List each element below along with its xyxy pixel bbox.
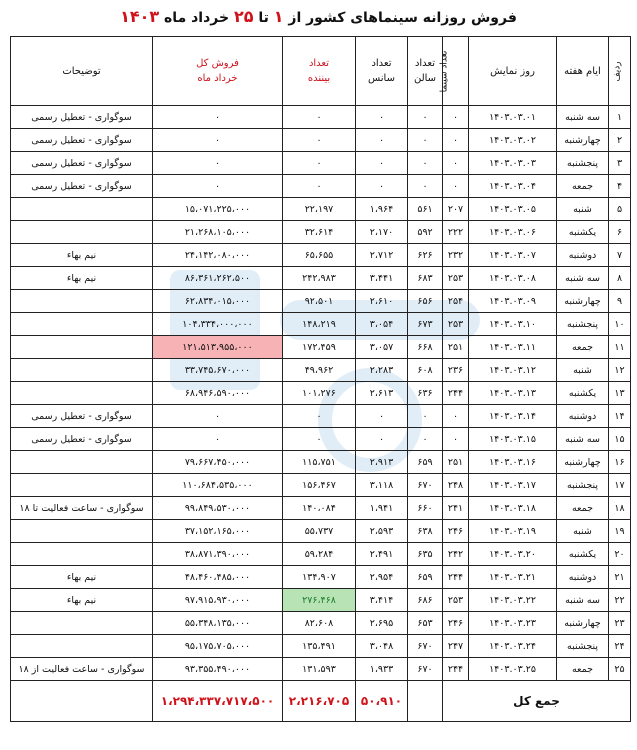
row-number-cell: ۴ bbox=[609, 175, 631, 198]
table-row bbox=[11, 428, 631, 451]
table-row bbox=[11, 244, 631, 267]
viewers-cell: ۱۳۵،۴۹۱ bbox=[283, 635, 356, 658]
table-body bbox=[11, 106, 631, 681]
title-prefix: فروش روزانه سینماهای کشور از bbox=[288, 10, 517, 26]
table-row bbox=[11, 267, 631, 290]
title-end-day: ۲۵ bbox=[233, 7, 254, 26]
date-cell: ۱۴۰۳.۰۳.۱۷ bbox=[469, 474, 557, 497]
halls-cell: ۰ bbox=[408, 175, 443, 198]
note-cell bbox=[11, 451, 153, 474]
date-cell: ۱۴۰۳.۰۳.۲۱ bbox=[469, 566, 557, 589]
date-cell: ۱۴۰۳.۰۳.۲۵ bbox=[469, 658, 557, 681]
sales-cell: ۹۵،۱۷۵،۷۰۵،۰۰۰ bbox=[153, 635, 283, 658]
sales-cell: ۰ bbox=[153, 106, 283, 129]
sales-cell: ۰ bbox=[153, 428, 283, 451]
page-title bbox=[0, 0, 637, 34]
note-cell: نیم بهاء bbox=[11, 566, 153, 589]
halls-cell: ۶۵۹ bbox=[408, 451, 443, 474]
viewers-cell: ۲۴۲،۹۸۳ bbox=[283, 267, 356, 290]
date-cell: ۱۴۰۳.۰۳.۱۹ bbox=[469, 520, 557, 543]
shows-cell: ۰ bbox=[356, 106, 408, 129]
date-cell: ۱۴۰۳.۰۳.۰۱ bbox=[469, 106, 557, 129]
halls-cell: ۰ bbox=[408, 152, 443, 175]
weekday-cell: پنجشنبه bbox=[557, 474, 609, 497]
shows-cell: ۲،۷۱۲ bbox=[356, 244, 408, 267]
viewers-cell: ۲۷۶،۴۶۸ bbox=[283, 589, 356, 612]
date-cell: ۱۴۰۳.۰۳.۰۴ bbox=[469, 175, 557, 198]
row-number-cell: ۱۴ bbox=[609, 405, 631, 428]
halls-cell: ۶۸۳ bbox=[408, 267, 443, 290]
cinemas-cell: ۲۵۳ bbox=[443, 589, 469, 612]
sales-cell: ۱۰۴،۳۳۴،۰۰۰،۰۰۰ bbox=[153, 313, 283, 336]
cinemas-cell: ۲۴۴ bbox=[443, 658, 469, 681]
cinemas-cell: ۲۵۱ bbox=[443, 336, 469, 359]
table-row bbox=[11, 451, 631, 474]
title-to: تا bbox=[258, 10, 269, 26]
date-cell: ۱۴۰۳.۰۳.۰۳ bbox=[469, 152, 557, 175]
row-number-cell: ۸ bbox=[609, 267, 631, 290]
row-number-cell: ۲۲ bbox=[609, 589, 631, 612]
shows-cell: ۰ bbox=[356, 428, 408, 451]
cinemas-cell: ۲۵۴ bbox=[443, 290, 469, 313]
table-header-row bbox=[11, 37, 631, 106]
weekday-cell: یکشنبه bbox=[557, 543, 609, 566]
viewers-cell: ۸۲،۶۰۸ bbox=[283, 612, 356, 635]
weekday-cell: جمعه bbox=[557, 175, 609, 198]
table-row bbox=[11, 198, 631, 221]
cinemas-cell: ۰ bbox=[443, 405, 469, 428]
viewers-cell: ۰ bbox=[283, 106, 356, 129]
shows-cell: ۱،۹۶۴ bbox=[356, 198, 408, 221]
cinemas-cell: ۰ bbox=[443, 106, 469, 129]
row-number-cell: ۱۵ bbox=[609, 428, 631, 451]
sales-cell: ۱۲۱،۵۱۳،۹۵۵،۰۰۰ bbox=[153, 336, 283, 359]
halls-cell: ۶۷۰ bbox=[408, 474, 443, 497]
row-number-cell: ۲۳ bbox=[609, 612, 631, 635]
date-cell: ۱۴۰۳.۰۳.۰۹ bbox=[469, 290, 557, 313]
halls-cell: ۶۷۰ bbox=[408, 635, 443, 658]
header-notes: توضیحات bbox=[11, 37, 153, 106]
table-row bbox=[11, 543, 631, 566]
date-cell: ۱۴۰۳.۰۳.۱۸ bbox=[469, 497, 557, 520]
halls-cell: ۰ bbox=[408, 428, 443, 451]
weekday-cell: دوشنبه bbox=[557, 405, 609, 428]
sales-cell: ۰ bbox=[153, 129, 283, 152]
weekday-cell: چهارشنبه bbox=[557, 451, 609, 474]
weekday-cell: جمعه bbox=[557, 658, 609, 681]
cinemas-cell: ۰ bbox=[443, 129, 469, 152]
viewers-cell: ۰ bbox=[283, 428, 356, 451]
note-cell: سوگواری - تعطیل رسمی bbox=[11, 405, 153, 428]
date-cell: ۱۴۰۳.۰۳.۰۲ bbox=[469, 129, 557, 152]
date-cell: ۱۴۰۳.۰۳.۱۴ bbox=[469, 405, 557, 428]
table-row bbox=[11, 382, 631, 405]
shows-cell: ۲،۹۵۴ bbox=[356, 566, 408, 589]
shows-cell: ۲،۶۱۰ bbox=[356, 290, 408, 313]
sales-cell: ۵۵،۳۴۸،۱۳۵،۰۰۰ bbox=[153, 612, 283, 635]
halls-cell: ۰ bbox=[408, 106, 443, 129]
shows-cell: ۳،۴۱۴ bbox=[356, 589, 408, 612]
table-row bbox=[11, 658, 631, 681]
shows-cell: ۱،۹۳۳ bbox=[356, 658, 408, 681]
halls-cell: ۵۶۱ bbox=[408, 198, 443, 221]
halls-cell: ۵۹۲ bbox=[408, 221, 443, 244]
halls-cell: ۶۶۸ bbox=[408, 336, 443, 359]
row-number-cell: ۲ bbox=[609, 129, 631, 152]
halls-cell: ۶۳۸ bbox=[408, 520, 443, 543]
cinemas-cell: ۲۴۸ bbox=[443, 474, 469, 497]
weekday-cell: چهارشنبه bbox=[557, 612, 609, 635]
total-sales: ۱،۲۹۴،۳۳۷،۷۱۷،۵۰۰ bbox=[153, 681, 283, 722]
shows-cell: ۲،۴۹۱ bbox=[356, 543, 408, 566]
row-number-cell: ۳ bbox=[609, 152, 631, 175]
row-number-cell: ۱۲ bbox=[609, 359, 631, 382]
row-number-cell: ۲۰ bbox=[609, 543, 631, 566]
note-cell: سوگواری - تعطیل رسمی bbox=[11, 152, 153, 175]
sales-cell: ۳۷،۱۵۲،۱۶۵،۰۰۰ bbox=[153, 520, 283, 543]
date-cell: ۱۴۰۳.۰۳.۱۰ bbox=[469, 313, 557, 336]
weekday-cell: دوشنبه bbox=[557, 566, 609, 589]
weekday-cell: چهارشنبه bbox=[557, 290, 609, 313]
weekday-cell: سه شنبه bbox=[557, 589, 609, 612]
title-year: ۱۴۰۳ bbox=[120, 7, 160, 26]
note-cell bbox=[11, 474, 153, 497]
sales-cell: ۶۸،۹۴۶،۵۹۰،۰۰۰ bbox=[153, 382, 283, 405]
viewers-cell: ۰ bbox=[283, 405, 356, 428]
total-label: جمع کل bbox=[443, 681, 631, 722]
table-row bbox=[11, 635, 631, 658]
table-row bbox=[11, 612, 631, 635]
sales-cell: ۸۶،۳۶۱،۲۶۲،۵۰۰ bbox=[153, 267, 283, 290]
row-number-cell: ۵ bbox=[609, 198, 631, 221]
title-month: خرداد ماه bbox=[164, 10, 230, 26]
note-cell bbox=[11, 635, 153, 658]
shows-cell: ۰ bbox=[356, 152, 408, 175]
halls-cell: ۰ bbox=[408, 405, 443, 428]
total-row bbox=[11, 681, 631, 722]
viewers-cell: ۱۴۰،۰۸۴ bbox=[283, 497, 356, 520]
viewers-cell: ۹۲،۵۰۱ bbox=[283, 290, 356, 313]
viewers-cell: ۳۲،۶۱۴ bbox=[283, 221, 356, 244]
viewers-cell: ۲۲،۱۹۷ bbox=[283, 198, 356, 221]
row-number-cell: ۷ bbox=[609, 244, 631, 267]
viewers-cell: ۱۷۲،۴۵۹ bbox=[283, 336, 356, 359]
weekday-cell: شنبه bbox=[557, 359, 609, 382]
shows-cell: ۲،۹۱۳ bbox=[356, 451, 408, 474]
halls-cell: ۶۵۶ bbox=[408, 290, 443, 313]
halls-cell: ۶۲۶ bbox=[408, 244, 443, 267]
note-cell bbox=[11, 359, 153, 382]
shows-cell: ۳،۰۴۸ bbox=[356, 635, 408, 658]
cinemas-cell: ۲۴۴ bbox=[443, 382, 469, 405]
viewers-cell: ۱۱۵،۷۵۱ bbox=[283, 451, 356, 474]
sales-cell: ۳۸،۸۷۱،۳۹۰،۰۰۰ bbox=[153, 543, 283, 566]
cinemas-cell: ۲۴۷ bbox=[443, 635, 469, 658]
halls-cell: ۶۷۳ bbox=[408, 313, 443, 336]
halls-cell: ۶۳۶ bbox=[408, 382, 443, 405]
note-cell: سوگواری - تعطیل رسمی bbox=[11, 129, 153, 152]
cinemas-cell: ۰ bbox=[443, 152, 469, 175]
halls-cell: ۰ bbox=[408, 129, 443, 152]
table-row bbox=[11, 106, 631, 129]
table-row bbox=[11, 359, 631, 382]
row-number-cell: ۹ bbox=[609, 290, 631, 313]
table-row bbox=[11, 474, 631, 497]
note-cell bbox=[11, 612, 153, 635]
row-number-cell: ۱ bbox=[609, 106, 631, 129]
shows-cell: ۳،۴۴۱ bbox=[356, 267, 408, 290]
cinemas-cell: ۲۳۶ bbox=[443, 359, 469, 382]
sales-cell: ۲۱،۲۶۸،۱۰۵،۰۰۰ bbox=[153, 221, 283, 244]
sales-cell: ۹۷،۹۱۵،۹۳۰،۰۰۰ bbox=[153, 589, 283, 612]
row-number-cell: ۱۱ bbox=[609, 336, 631, 359]
weekday-cell: جمعه bbox=[557, 336, 609, 359]
table-row bbox=[11, 313, 631, 336]
halls-cell: ۶۰۸ bbox=[408, 359, 443, 382]
sales-cell: ۰ bbox=[153, 405, 283, 428]
date-cell: ۱۴۰۳.۰۳.۱۵ bbox=[469, 428, 557, 451]
weekday-cell: چهارشنبه bbox=[557, 129, 609, 152]
note-cell bbox=[11, 221, 153, 244]
row-number-cell: ۱۶ bbox=[609, 451, 631, 474]
date-cell: ۱۴۰۳.۰۳.۰۶ bbox=[469, 221, 557, 244]
title-start-day: ۱ bbox=[273, 7, 284, 26]
table-row bbox=[11, 336, 631, 359]
row-number-cell: ۲۵ bbox=[609, 658, 631, 681]
row-number-cell: ۲۴ bbox=[609, 635, 631, 658]
weekday-cell: پنجشنبه bbox=[557, 313, 609, 336]
date-cell: ۱۴۰۳.۰۳.۰۷ bbox=[469, 244, 557, 267]
date-cell: ۱۴۰۳.۰۳.۲۳ bbox=[469, 612, 557, 635]
total-shows: ۵۰،۹۱۰ bbox=[356, 681, 408, 722]
table-row bbox=[11, 497, 631, 520]
header-weekday: ایام هفته bbox=[557, 37, 609, 106]
weekday-cell: یکشنبه bbox=[557, 221, 609, 244]
halls-cell: ۶۵۹ bbox=[408, 566, 443, 589]
note-cell: سوگواری - ساعت فعالیت از ۱۸ bbox=[11, 658, 153, 681]
cinemas-cell: ۲۴۶ bbox=[443, 612, 469, 635]
date-cell: ۱۴۰۳.۰۳.۰۵ bbox=[469, 198, 557, 221]
cinemas-cell: ۰ bbox=[443, 428, 469, 451]
shows-cell: ۲،۶۹۵ bbox=[356, 612, 408, 635]
shows-cell: ۲،۲۸۳ bbox=[356, 359, 408, 382]
halls-cell: ۶۸۶ bbox=[408, 589, 443, 612]
table-row bbox=[11, 566, 631, 589]
note-cell: سوگواری - تعطیل رسمی bbox=[11, 106, 153, 129]
sales-cell: ۲۴،۱۴۲،۰۸۰،۰۰۰ bbox=[153, 244, 283, 267]
date-cell: ۱۴۰۳.۰۳.۱۱ bbox=[469, 336, 557, 359]
sales-cell: ۹۹،۸۴۹،۵۳۰،۰۰۰ bbox=[153, 497, 283, 520]
row-number-cell: ۱۸ bbox=[609, 497, 631, 520]
header-date: روز نمایش bbox=[469, 37, 557, 106]
weekday-cell: سه شنبه bbox=[557, 106, 609, 129]
sales-cell: ۱۵،۰۷۱،۲۲۵،۰۰۰ bbox=[153, 198, 283, 221]
note-cell: نیم بهاء bbox=[11, 589, 153, 612]
table-row bbox=[11, 589, 631, 612]
viewers-cell: ۱۳۴،۹۰۷ bbox=[283, 566, 356, 589]
header-halls: تعداد سالن bbox=[408, 37, 443, 106]
table-row bbox=[11, 152, 631, 175]
shows-cell: ۰ bbox=[356, 405, 408, 428]
sales-cell: ۰ bbox=[153, 152, 283, 175]
date-cell: ۱۴۰۳.۰۳.۲۰ bbox=[469, 543, 557, 566]
weekday-cell: سه شنبه bbox=[557, 267, 609, 290]
total-viewers: ۲،۲۱۶،۷۰۵ bbox=[283, 681, 356, 722]
viewers-cell: ۱۴۸،۲۱۹ bbox=[283, 313, 356, 336]
halls-cell: ۶۶۰ bbox=[408, 497, 443, 520]
shows-cell: ۰ bbox=[356, 129, 408, 152]
viewers-cell: ۱۵۶،۴۶۷ bbox=[283, 474, 356, 497]
note-cell bbox=[11, 313, 153, 336]
viewers-cell: ۵۵،۷۳۷ bbox=[283, 520, 356, 543]
note-cell: نیم بهاء bbox=[11, 244, 153, 267]
cinemas-cell: ۲۴۲ bbox=[443, 543, 469, 566]
sales-cell: ۷۹،۶۶۷،۴۵۰،۰۰۰ bbox=[153, 451, 283, 474]
row-number-cell: ۱۳ bbox=[609, 382, 631, 405]
date-cell: ۱۴۰۳.۰۳.۱۶ bbox=[469, 451, 557, 474]
shows-cell: ۲،۱۷۰ bbox=[356, 221, 408, 244]
header-cinemas: تعداد سینما bbox=[443, 37, 469, 106]
note-cell bbox=[11, 290, 153, 313]
halls-cell: ۶۵۳ bbox=[408, 612, 443, 635]
weekday-cell: پنجشنبه bbox=[557, 635, 609, 658]
row-number-cell: ۱۷ bbox=[609, 474, 631, 497]
note-cell bbox=[11, 543, 153, 566]
viewers-cell: ۱۳۱،۵۹۳ bbox=[283, 658, 356, 681]
sales-table bbox=[10, 36, 631, 722]
weekday-cell: یکشنبه bbox=[557, 382, 609, 405]
table-row bbox=[11, 221, 631, 244]
note-cell bbox=[11, 336, 153, 359]
note-cell: نیم بهاء bbox=[11, 267, 153, 290]
cinemas-cell: ۲۵۳ bbox=[443, 313, 469, 336]
note-cell bbox=[11, 198, 153, 221]
date-cell: ۱۴۰۳.۰۳.۱۲ bbox=[469, 359, 557, 382]
shows-cell: ۳،۰۵۴ bbox=[356, 313, 408, 336]
row-number-cell: ۶ bbox=[609, 221, 631, 244]
viewers-cell: ۰ bbox=[283, 152, 356, 175]
weekday-cell: شنبه bbox=[557, 520, 609, 543]
viewers-cell: ۴۹،۹۶۲ bbox=[283, 359, 356, 382]
header-sales: فروش کل خرداد ماه bbox=[153, 37, 283, 106]
table-row bbox=[11, 175, 631, 198]
row-number-cell: ۱۰ bbox=[609, 313, 631, 336]
table-row bbox=[11, 405, 631, 428]
weekday-cell: سه شنبه bbox=[557, 428, 609, 451]
sales-cell: ۴۸،۴۶۰،۴۸۵،۰۰۰ bbox=[153, 566, 283, 589]
header-row-number: ردیف bbox=[609, 37, 631, 106]
date-cell: ۱۴۰۳.۰۳.۰۸ bbox=[469, 267, 557, 290]
cinemas-cell: ۲۴۶ bbox=[443, 520, 469, 543]
viewers-cell: ۵۹،۲۸۴ bbox=[283, 543, 356, 566]
sales-cell: ۶۲،۸۳۴،۰۱۵،۰۰۰ bbox=[153, 290, 283, 313]
cinemas-cell: ۲۵۱ bbox=[443, 451, 469, 474]
cinemas-cell: ۲۰۷ bbox=[443, 198, 469, 221]
shows-cell: ۲،۶۱۳ bbox=[356, 382, 408, 405]
viewers-cell: ۱۰۱،۲۷۶ bbox=[283, 382, 356, 405]
sales-cell: ۳۳،۷۴۵،۶۷۰،۰۰۰ bbox=[153, 359, 283, 382]
table-row bbox=[11, 520, 631, 543]
shows-cell: ۲،۵۹۳ bbox=[356, 520, 408, 543]
shows-cell: ۱،۹۴۱ bbox=[356, 497, 408, 520]
date-cell: ۱۴۰۳.۰۳.۲۴ bbox=[469, 635, 557, 658]
weekday-cell: پنجشنبه bbox=[557, 152, 609, 175]
date-cell: ۱۴۰۳.۰۳.۲۲ bbox=[469, 589, 557, 612]
date-cell: ۱۴۰۳.۰۳.۱۳ bbox=[469, 382, 557, 405]
sales-cell: ۹۳،۳۵۵،۴۹۰،۰۰۰ bbox=[153, 658, 283, 681]
viewers-cell: ۰ bbox=[283, 129, 356, 152]
note-cell bbox=[11, 382, 153, 405]
weekday-cell: دوشنبه bbox=[557, 244, 609, 267]
sales-cell: ۰ bbox=[153, 175, 283, 198]
shows-cell: ۰ bbox=[356, 175, 408, 198]
note-cell: سوگواری - تعطیل رسمی bbox=[11, 428, 153, 451]
row-number-cell: ۱۹ bbox=[609, 520, 631, 543]
sales-cell: ۱۱۰،۶۸۴،۵۳۵،۰۰۰ bbox=[153, 474, 283, 497]
weekday-cell: شنبه bbox=[557, 198, 609, 221]
cinemas-cell: ۲۲۲ bbox=[443, 221, 469, 244]
table-row bbox=[11, 290, 631, 313]
total-halls bbox=[408, 681, 443, 722]
note-cell bbox=[11, 520, 153, 543]
row-number-cell: ۲۱ bbox=[609, 566, 631, 589]
note-cell: سوگواری - تعطیل رسمی bbox=[11, 175, 153, 198]
cinemas-cell: ۲۳۲ bbox=[443, 244, 469, 267]
header-viewers: تعداد بیننده bbox=[283, 37, 356, 106]
weekday-cell: جمعه bbox=[557, 497, 609, 520]
table-row bbox=[11, 129, 631, 152]
cinemas-cell: ۰ bbox=[443, 175, 469, 198]
viewers-cell: ۶۵،۶۵۵ bbox=[283, 244, 356, 267]
cinemas-cell: ۲۴۴ bbox=[443, 566, 469, 589]
cinemas-cell: ۲۵۳ bbox=[443, 267, 469, 290]
cinemas-cell: ۲۴۱ bbox=[443, 497, 469, 520]
shows-cell: ۳،۱۱۸ bbox=[356, 474, 408, 497]
total-notes bbox=[11, 681, 153, 722]
halls-cell: ۶۳۵ bbox=[408, 543, 443, 566]
halls-cell: ۶۷۰ bbox=[408, 658, 443, 681]
note-cell: سوگواری - ساعت فعالیت تا ۱۸ bbox=[11, 497, 153, 520]
header-shows: تعداد سانس bbox=[356, 37, 408, 106]
viewers-cell: ۰ bbox=[283, 175, 356, 198]
shows-cell: ۳،۰۵۷ bbox=[356, 336, 408, 359]
